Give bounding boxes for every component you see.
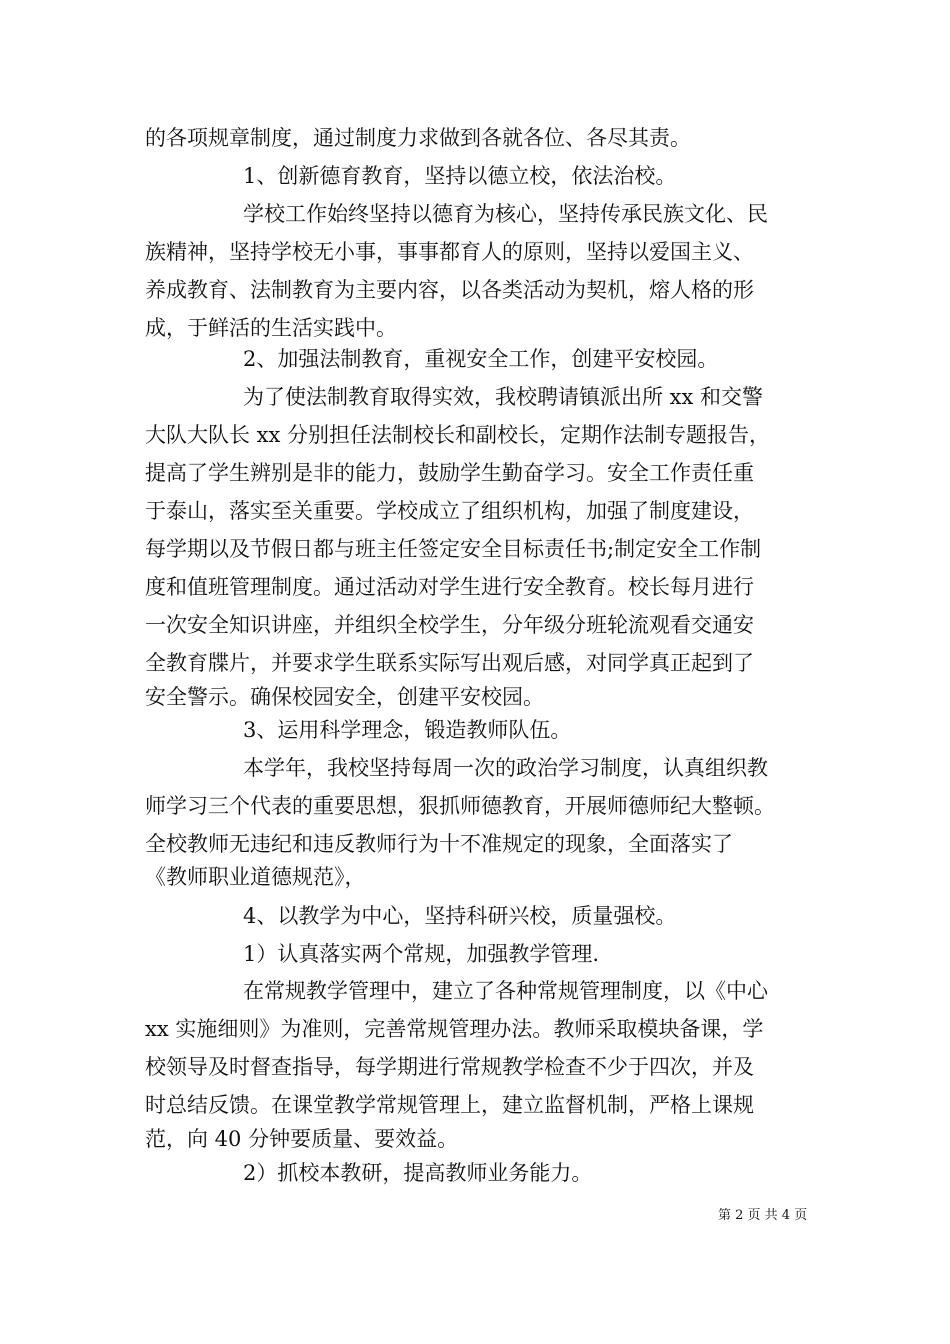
section-heading: 1、创新德育教育，坚持以德立校，依法治校。 bbox=[243, 164, 677, 188]
text-line: 在常规教学管理中，建立了各种常规管理制度，以《中心 bbox=[243, 979, 768, 1003]
text-line: 成，于鲜活的生活实践中。 bbox=[145, 316, 397, 340]
text-line: 为了使法制教育取得实效，我校聘请镇派出所 xx 和交警 bbox=[243, 385, 764, 409]
subsection-heading: 1）认真落实两个常规，加强教学管理. bbox=[243, 942, 600, 966]
text-line: 师学习三个代表的重要思想，狠抓师德教育，开展师德师纪大整顿。 bbox=[145, 794, 775, 818]
text-line: 校领导及时督查指导，每学期进行常规教学检查不少于四次，并及 bbox=[145, 1055, 754, 1079]
text-line: 范，向 40 分钟要质量、要效益。 bbox=[145, 1127, 459, 1151]
section-heading: 4、以教学为中心，坚持科研兴校，质量强校。 bbox=[243, 904, 677, 928]
section-heading: 2、加强法制教育，重视安全工作，创建平安校园。 bbox=[243, 347, 719, 371]
text-line: 的各项规章制度，通过制度力求做到各就各位、各尽其责。 bbox=[145, 126, 691, 150]
page-number: 第 2 页 共 4 页 bbox=[718, 1208, 808, 1223]
text-line: 养成教育、法制教育为主要内容，以各类活动为契机，熔人格的形 bbox=[145, 278, 754, 302]
text-line: 学校工作始终坚持以德育为核心，坚持传承民族文化、民 bbox=[243, 202, 768, 226]
text-line: 大队大队长 xx 分别担任法制校长和副校长，定期作法制专题报告， bbox=[145, 423, 771, 447]
text-line: 每学期以及节假日都与班主任签定安全目标责任书;制定安全工作制 bbox=[145, 537, 762, 561]
text-line: xx 实施细则》为准则，完善常规管理办法。教师采取模块备课，学 bbox=[145, 1017, 764, 1041]
text-line: 于泰山，落实至关重要。学校成立了组织机构，加强了制度建设， bbox=[145, 499, 754, 523]
text-line: 族精神，坚持学校无小事，事事都育人的原则，坚持以爱国主义、 bbox=[145, 240, 754, 264]
text-line: 时总结反馈。在课堂教学常规管理上，建立监督机制，严格上课规 bbox=[145, 1093, 754, 1117]
text-line: 《教师职业道德规范》， bbox=[145, 865, 366, 889]
text-line: 一次安全知识讲座，并组织全校学生，分年级分班轮流观看交通安 bbox=[145, 613, 754, 637]
text-line: 本学年，我校坚持每周一次的政治学习制度，认真组织教 bbox=[243, 756, 768, 780]
text-line: 全教育牒片，并要求学生联系实际写出观后感，对同学真正起到了 bbox=[145, 651, 754, 675]
text-line: 全校教师无违纪和违反教师行为十不准规定的现象，全面落实了 bbox=[145, 832, 733, 856]
text-line: 度和值班管理制度。通过活动对学生进行安全教育。校长每月进行 bbox=[145, 575, 754, 599]
text-line: 安全警示。确保校园安全，创建平安校园。 bbox=[145, 685, 544, 709]
section-heading: 3、运用科学理念，锻造教师队伍。 bbox=[243, 718, 572, 742]
text-line: 提高了学生辨别是非的能力，鼓励学生勤奋学习。安全工作责任重 bbox=[145, 461, 754, 485]
subsection-heading: 2）抓校本教研，提高教师业务能力。 bbox=[243, 1161, 593, 1185]
